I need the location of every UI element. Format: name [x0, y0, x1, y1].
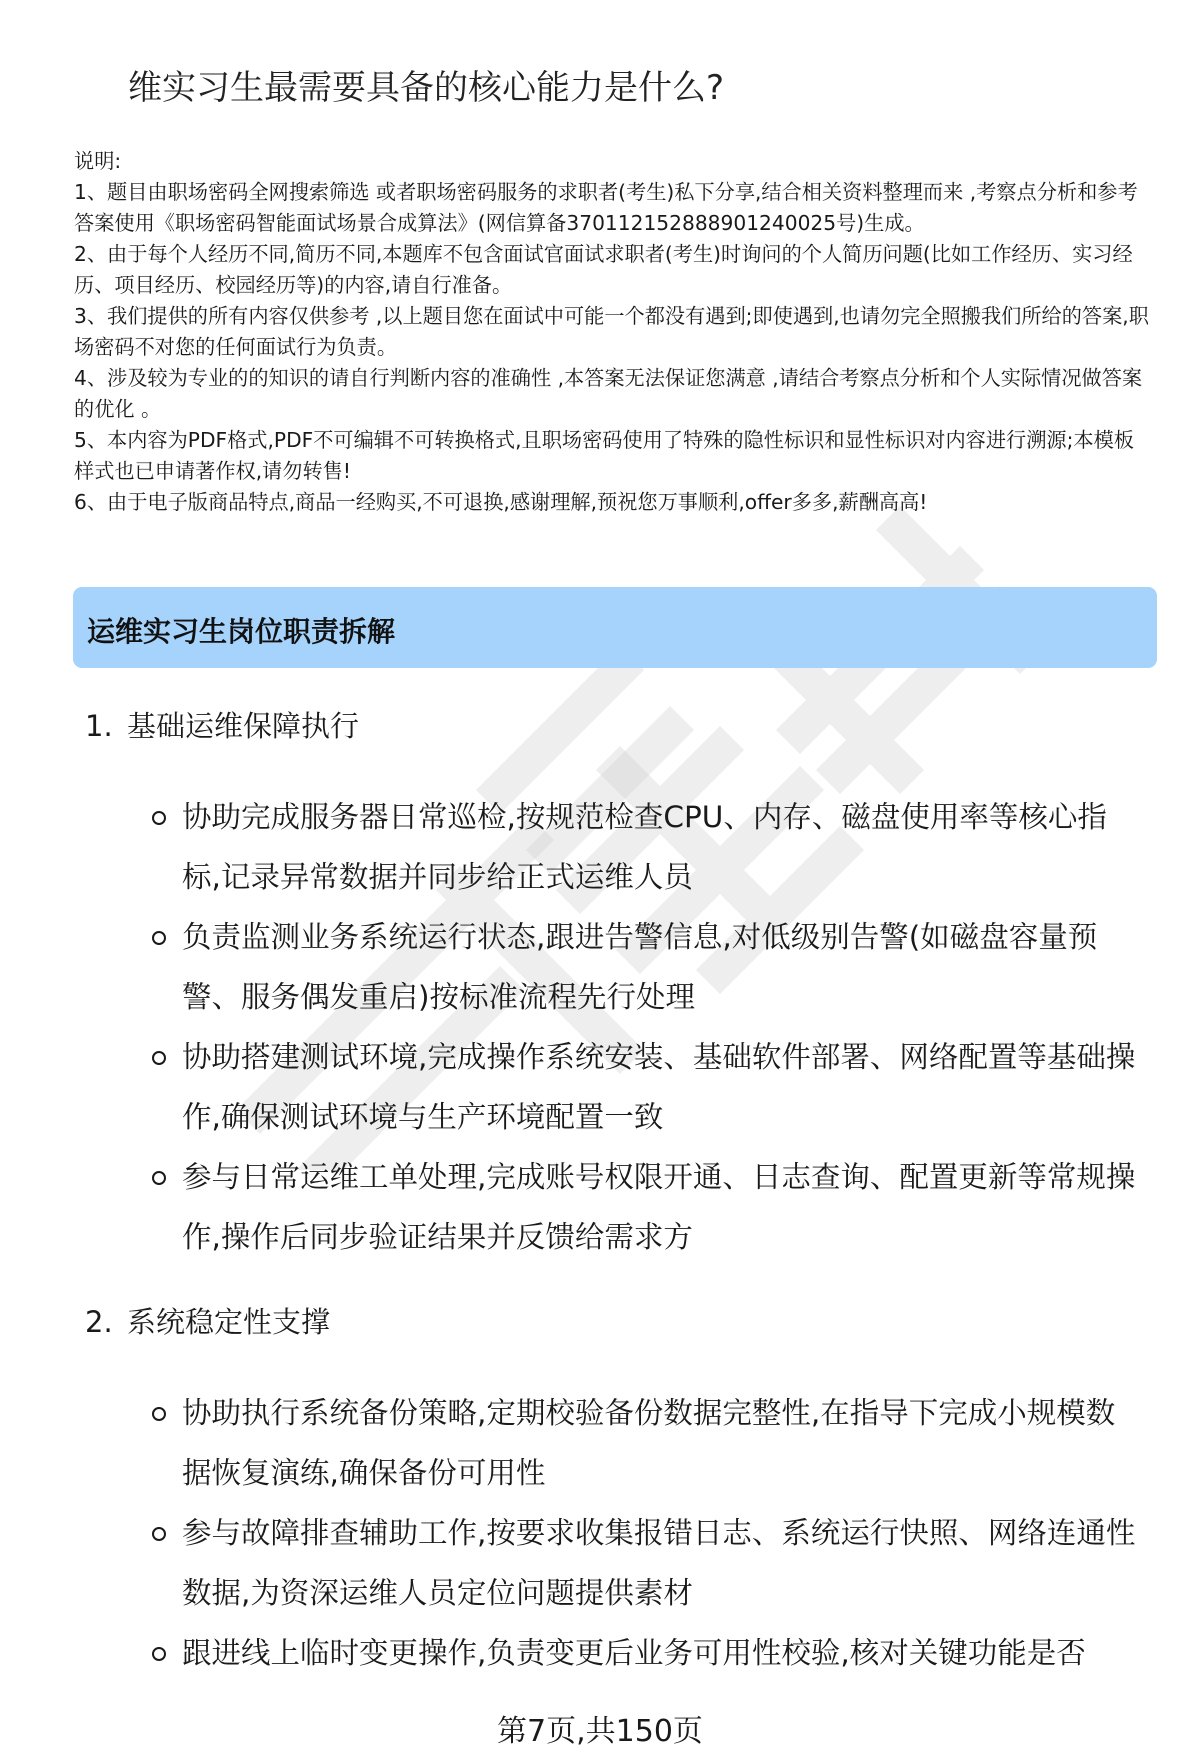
hollow-bullet-icon [152, 811, 166, 825]
section-2-bullets [150, 1383, 1140, 1683]
hollow-bullet-icon [152, 1171, 166, 1185]
section-title: 系统稳定性支撑 [127, 1305, 331, 1339]
list-item-text: 参与日常运维工单处理,完成账号权限开通、日志查询、配置更新等常规操作,操作后同步验证结果并反馈给需求方 [182, 1160, 1136, 1254]
hollow-bullet-icon [152, 1527, 166, 1541]
section-banner [73, 587, 1157, 668]
section-number: 1. [85, 709, 113, 743]
hollow-bullet-icon [152, 1051, 166, 1065]
list-item [150, 1027, 1140, 1147]
banner-title: 运维实习生岗位职责拆解 [87, 615, 396, 648]
disclaimer-notes [74, 146, 1154, 518]
note-item: 6、由于电子版商品特点,商品一经购买,不可退换,感谢理解,预祝您万事顺利,offer多多,薪酬高高! [74, 490, 928, 514]
hollow-bullet-icon [152, 931, 166, 945]
list-item-text: 跟进线上临时变更操作,负责变更后业务可用性校验,核对关键功能是否 [182, 1636, 1086, 1670]
list-item [150, 1383, 1140, 1503]
list-item [150, 787, 1140, 907]
list-item [150, 1503, 1140, 1623]
list-item-text: 协助执行系统备份策略,定期校验备份数据完整性,在指导下完成小规模数据恢复演练,确保备份可用性 [182, 1396, 1116, 1490]
list-item-text: 协助搭建测试环境,完成操作系统安装、基础软件部署、网络配置等基础操作,确保测试环境与生产环境配置一致 [182, 1040, 1136, 1134]
note-item: 3、我们提供的所有内容仅供参考 ,以上题目您在面试中可能一个都没有遇到;即使遇到,也请勿完全照搬我们所给的答案,职场密码不对您的任何面试行为负责。 [74, 304, 1149, 359]
note-item: 1、题目由职场密码全网搜索筛选 或者职场密码服务的求职者(考生)私下分享,结合相关资料整理而来 ,考察点分析和参考答案使用《职场密码智能面试场景合成算法》(网信算备370112152888901240025号)生成。 [74, 180, 1138, 235]
list-item [150, 907, 1140, 1027]
list-item [150, 1147, 1140, 1267]
list-item-text: 负责监测业务系统运行状态,跟进告警信息,对低级别告警(如磁盘容量预警、服务偶发重启)按标准流程先行处理 [182, 920, 1098, 1014]
hollow-bullet-icon [152, 1407, 166, 1421]
hollow-bullet-icon [152, 1647, 166, 1661]
section-title: 基础运维保障执行 [127, 709, 360, 743]
page-footer: 第7页,共150页 [497, 1714, 703, 1749]
note-item: 4、涉及较为专业的的知识的请自行判断内容的准确性 ,本答案无法保证您满意 ,请结合考察点分析和个人实际情况做答案的优化 。 [74, 366, 1143, 421]
question-title: 维实习生最需要具备的核心能力是什么? [128, 68, 725, 108]
note-item: 2、由于每个人经历不同,简历不同,本题库不包含面试官面试求职者(考生)时询问的个人简历问题(比如工作经历、实习经历、项目经历、校园经历等)的内容,请自行准备。 [74, 242, 1133, 297]
section-1-bullets [150, 787, 1140, 1267]
notes-heading: 说明: [74, 149, 122, 173]
section-heading-2 [85, 1300, 330, 1341]
note-item: 5、本内容为PDF格式,PDF不可编辑不可转换格式,且职场密码使用了特殊的隐性标识和显性标识对内容进行溯源;本模板样式也已申请著作权,请勿转售! [74, 428, 1134, 483]
section-heading-1 [85, 704, 359, 745]
section-number: 2. [85, 1305, 113, 1339]
list-item [150, 1623, 1140, 1683]
list-item-text: 参与故障排查辅助工作,按要求收集报错日志、系统运行快照、网络连通性数据,为资深运维人员定位问题提供素材 [182, 1516, 1136, 1610]
list-item-text: 协助完成服务器日常巡检,按规范检查CPU、内存、磁盘使用率等核心指标,记录异常数据并同步给正式运维人员 [182, 800, 1107, 894]
